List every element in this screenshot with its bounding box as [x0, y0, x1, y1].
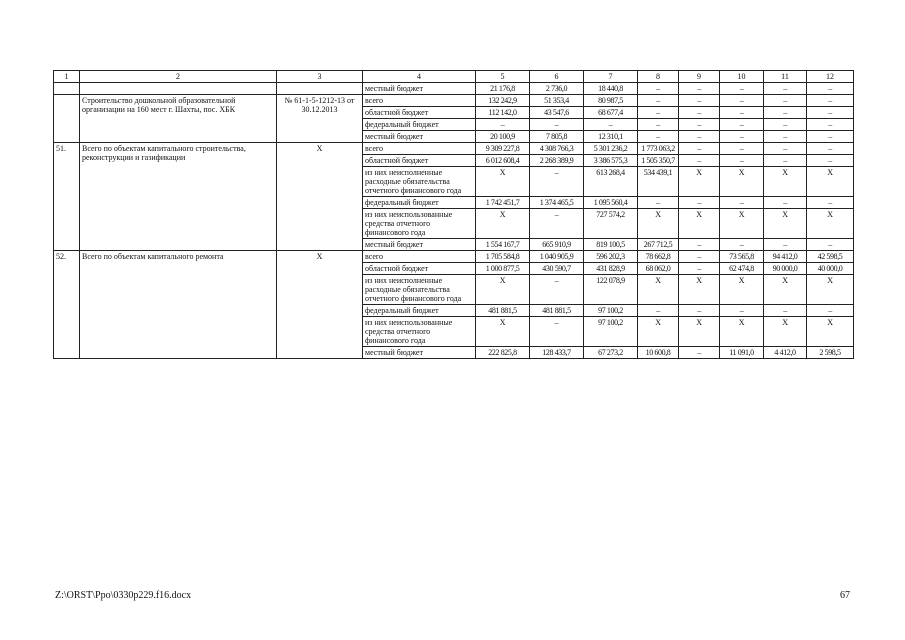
value-cell: 2 268 389,9 — [530, 155, 584, 167]
value-cell: Х — [764, 317, 807, 347]
value-cell: 1 095 560,4 — [584, 197, 638, 209]
budget-table — [53, 70, 854, 359]
value-cell: 9 309 227,8 — [476, 143, 530, 155]
funding-source-label: из них неиспользованные средства отчетного финансового года — [363, 209, 476, 239]
value-cell: – — [764, 131, 807, 143]
value-cell: – — [679, 131, 720, 143]
value-cell: – — [679, 197, 720, 209]
value-cell: 1 705 584,8 — [476, 251, 530, 263]
funding-source-label: федеральный бюджет — [363, 305, 476, 317]
value-cell: – — [638, 83, 679, 95]
value-cell: 4 308 766,3 — [530, 143, 584, 155]
value-cell: 431 828,9 — [584, 263, 638, 275]
value-cell: Х — [679, 167, 720, 197]
value-cell: 6 012 608,4 — [476, 155, 530, 167]
column-header: 5 — [476, 71, 530, 83]
value-cell: 18 440,8 — [584, 83, 638, 95]
value-cell: 68 677,4 — [584, 107, 638, 119]
value-cell: – — [807, 143, 854, 155]
funding-source-label: из них неиспользованные средства отчетного финансового года — [363, 317, 476, 347]
value-cell: 97 100,2 — [584, 317, 638, 347]
value-cell: 51 353,4 — [530, 95, 584, 107]
funding-source-label: федеральный бюджет — [363, 119, 476, 131]
funding-source-label: местный бюджет — [363, 347, 476, 359]
value-cell: – — [720, 119, 764, 131]
value-cell: – — [679, 155, 720, 167]
value-cell: 481 881,5 — [476, 305, 530, 317]
value-cell: 112 142,0 — [476, 107, 530, 119]
value-cell: Х — [807, 275, 854, 305]
funding-source-label: местный бюджет — [363, 83, 476, 95]
value-cell: Х — [638, 317, 679, 347]
value-cell: – — [638, 107, 679, 119]
value-cell: Х — [807, 317, 854, 347]
column-header: 3 — [277, 71, 363, 83]
value-cell: 481 881,5 — [530, 305, 584, 317]
value-cell: – — [807, 107, 854, 119]
column-header: 6 — [530, 71, 584, 83]
value-cell: 20 100,9 — [476, 131, 530, 143]
value-cell: 3 386 575,3 — [584, 155, 638, 167]
value-cell: Х — [764, 167, 807, 197]
value-cell: 222 825,8 — [476, 347, 530, 359]
object-name: Всего по объектам капитального ремонта — [80, 251, 277, 359]
value-cell: 596 202,3 — [584, 251, 638, 263]
value-cell: 665 910,9 — [530, 239, 584, 251]
table-row — [54, 95, 854, 107]
value-cell: 90 000,0 — [764, 263, 807, 275]
funding-source-label: областной бюджет — [363, 107, 476, 119]
value-cell: – — [720, 131, 764, 143]
row-number: 52. — [54, 251, 80, 359]
column-header: 4 — [363, 71, 476, 83]
value-cell: 727 574,2 — [584, 209, 638, 239]
value-cell: – — [764, 119, 807, 131]
value-cell: Х — [638, 275, 679, 305]
funding-source-label: областной бюджет — [363, 263, 476, 275]
value-cell: – — [638, 197, 679, 209]
document-reference: Х — [277, 143, 363, 251]
value-cell: Х — [720, 275, 764, 305]
object-name — [80, 83, 277, 95]
value-cell: – — [720, 239, 764, 251]
column-header: 9 — [679, 71, 720, 83]
value-cell: 11 091,0 — [720, 347, 764, 359]
value-cell: 42 598,5 — [807, 251, 854, 263]
value-cell: 97 100,2 — [584, 305, 638, 317]
value-cell: – — [720, 107, 764, 119]
value-cell: 1 773 063,2 — [638, 143, 679, 155]
value-cell: 4 412,0 — [764, 347, 807, 359]
value-cell: – — [807, 239, 854, 251]
value-cell: – — [764, 305, 807, 317]
value-cell: – — [807, 83, 854, 95]
value-cell: Х — [476, 209, 530, 239]
value-cell: Х — [638, 209, 679, 239]
table-row — [54, 143, 854, 155]
funding-source-label: областной бюджет — [363, 155, 476, 167]
value-cell: 80 987,5 — [584, 95, 638, 107]
table-header-row — [54, 71, 854, 83]
value-cell: – — [679, 239, 720, 251]
value-cell: 94 412,0 — [764, 251, 807, 263]
value-cell: – — [807, 119, 854, 131]
value-cell: Х — [679, 317, 720, 347]
column-header: 12 — [807, 71, 854, 83]
funding-source-label: всего — [363, 95, 476, 107]
table-row — [54, 83, 854, 95]
value-cell: 128 433,7 — [530, 347, 584, 359]
value-cell: – — [530, 275, 584, 305]
value-cell: 1 374 465,5 — [530, 197, 584, 209]
value-cell: – — [720, 197, 764, 209]
value-cell: Х — [476, 317, 530, 347]
value-cell: – — [807, 131, 854, 143]
value-cell: 73 565,8 — [720, 251, 764, 263]
object-name: Всего по объектам капитального строительства, реконструкции и газификации — [80, 143, 277, 251]
value-cell: – — [679, 347, 720, 359]
value-cell: – — [638, 131, 679, 143]
row-number: 51. — [54, 143, 80, 251]
value-cell: – — [679, 95, 720, 107]
value-cell: 67 273,2 — [584, 347, 638, 359]
value-cell: – — [764, 107, 807, 119]
value-cell: 2 736,0 — [530, 83, 584, 95]
value-cell: – — [679, 107, 720, 119]
value-cell: 122 078,9 — [584, 275, 638, 305]
document-reference — [277, 83, 363, 95]
value-cell: – — [584, 119, 638, 131]
value-cell: 43 547,6 — [530, 107, 584, 119]
value-cell: 5 301 236,2 — [584, 143, 638, 155]
value-cell: – — [720, 95, 764, 107]
funding-source-label: всего — [363, 251, 476, 263]
value-cell: Х — [764, 209, 807, 239]
value-cell: – — [530, 317, 584, 347]
value-cell: 430 590,7 — [530, 263, 584, 275]
object-name: Строительство дошкольной образовательной организации на 160 мест г. Шахты, пос. ХБК — [80, 95, 277, 143]
column-header: 2 — [80, 71, 277, 83]
value-cell: – — [720, 155, 764, 167]
value-cell: – — [807, 305, 854, 317]
value-cell: 10 600,8 — [638, 347, 679, 359]
value-cell: Х — [679, 209, 720, 239]
value-cell: – — [679, 119, 720, 131]
funding-source-label: из них неисполненные расходные обязательства отчетного финансового года — [363, 275, 476, 305]
value-cell: 1 742 451,7 — [476, 197, 530, 209]
value-cell: – — [638, 119, 679, 131]
value-cell: Х — [720, 167, 764, 197]
value-cell: 12 310,1 — [584, 131, 638, 143]
value-cell: – — [764, 83, 807, 95]
value-cell: – — [807, 95, 854, 107]
value-cell: – — [638, 95, 679, 107]
value-cell: 132 242,9 — [476, 95, 530, 107]
table-body — [54, 83, 854, 359]
value-cell: – — [476, 119, 530, 131]
value-cell: – — [638, 305, 679, 317]
value-cell: – — [679, 251, 720, 263]
value-cell: 267 712,5 — [638, 239, 679, 251]
value-cell: Х — [720, 209, 764, 239]
value-cell: – — [679, 83, 720, 95]
value-cell: 534 439,1 — [638, 167, 679, 197]
value-cell: – — [720, 83, 764, 95]
funding-source-label: федеральный бюджет — [363, 197, 476, 209]
value-cell: Х — [679, 275, 720, 305]
value-cell: Х — [476, 167, 530, 197]
value-cell: – — [807, 197, 854, 209]
value-cell: – — [764, 239, 807, 251]
column-header: 11 — [764, 71, 807, 83]
table-row — [54, 251, 854, 263]
column-header: 7 — [584, 71, 638, 83]
value-cell: – — [764, 143, 807, 155]
value-cell: – — [679, 143, 720, 155]
value-cell: Х — [807, 209, 854, 239]
value-cell: – — [679, 305, 720, 317]
funding-source-label: местный бюджет — [363, 131, 476, 143]
row-number — [54, 83, 80, 95]
value-cell: – — [764, 95, 807, 107]
document-reference: Х — [277, 251, 363, 359]
value-cell: – — [720, 143, 764, 155]
value-cell: – — [530, 167, 584, 197]
value-cell: – — [720, 305, 764, 317]
value-cell: Х — [764, 275, 807, 305]
value-cell: 21 176,8 — [476, 83, 530, 95]
value-cell: 1 505 350,7 — [638, 155, 679, 167]
value-cell: – — [530, 209, 584, 239]
value-cell: 819 100,5 — [584, 239, 638, 251]
row-number — [54, 95, 80, 143]
funding-source-label: всего — [363, 143, 476, 155]
value-cell: Х — [476, 275, 530, 305]
footer-page-number: 67 — [840, 590, 850, 601]
value-cell: – — [764, 197, 807, 209]
value-cell: 68 062,0 — [638, 263, 679, 275]
column-header: 1 — [54, 71, 80, 83]
value-cell: 7 805,8 — [530, 131, 584, 143]
funding-source-label: местный бюджет — [363, 239, 476, 251]
value-cell: – — [764, 155, 807, 167]
value-cell: – — [679, 263, 720, 275]
value-cell: 2 598,5 — [807, 347, 854, 359]
value-cell: – — [530, 119, 584, 131]
document-reference: № 61-1-5-1212-13 от 30.12.2013 — [277, 95, 363, 143]
footer-file-path: Z:\ORST\Ppo\0330p229.f16.docx — [55, 590, 192, 601]
value-cell: 1 554 167,7 — [476, 239, 530, 251]
value-cell: – — [807, 155, 854, 167]
value-cell: Х — [807, 167, 854, 197]
column-header: 8 — [638, 71, 679, 83]
value-cell: 78 662,8 — [638, 251, 679, 263]
value-cell: Х — [720, 317, 764, 347]
value-cell: 62 474,8 — [720, 263, 764, 275]
value-cell: 613 268,4 — [584, 167, 638, 197]
value-cell: 40 000,0 — [807, 263, 854, 275]
column-header: 10 — [720, 71, 764, 83]
funding-source-label: из них неисполненные расходные обязательства отчетного финансового года — [363, 167, 476, 197]
value-cell: 1 000 877,5 — [476, 263, 530, 275]
value-cell: 1 040 905,9 — [530, 251, 584, 263]
